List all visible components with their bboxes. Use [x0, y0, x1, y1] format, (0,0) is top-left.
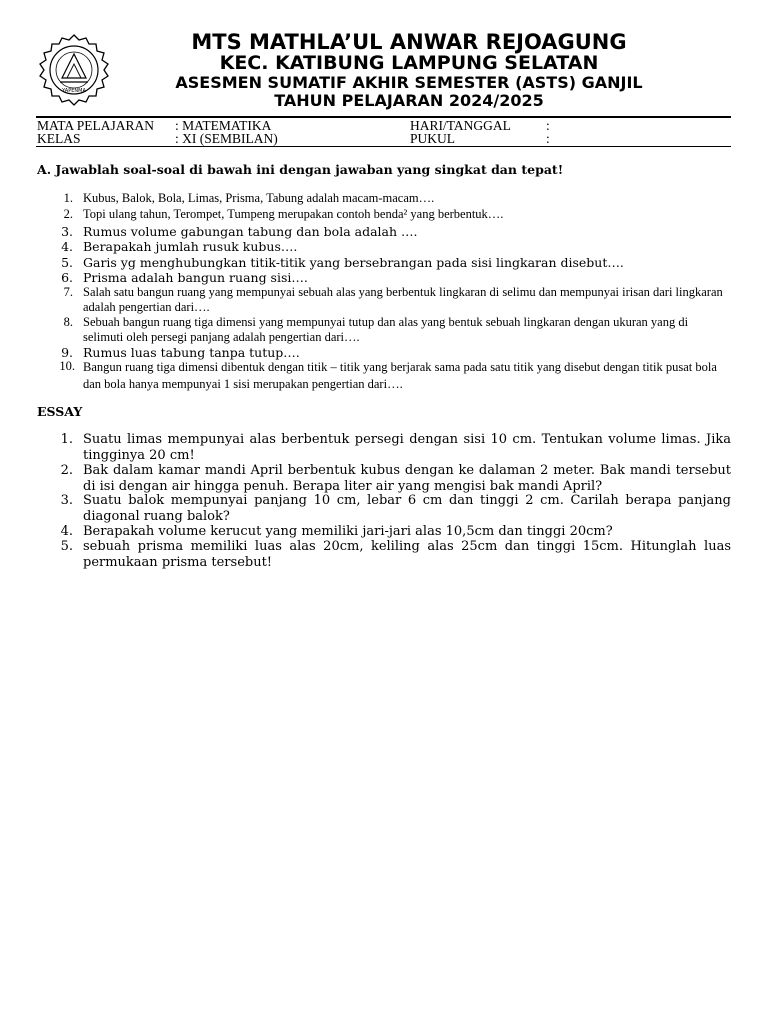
question-text: Sebuah bangun ruang tiga dimensi yang mempunyai tutup dan alas yang bentuk sebuah lingkaran dengan ukuran yang di selimuti oleh persegi panjang adalah pengertian dari….: [83, 315, 689, 344]
time-value: :: [546, 131, 550, 146]
subject-value: : MATEMATIKA: [175, 118, 272, 133]
header-divider-bottom: [36, 146, 731, 147]
question-number: 5.: [60, 539, 73, 554]
question-number: 10.: [59, 359, 75, 373]
question-text: Rumus volume gabungan tabung dan bola adalah ….: [83, 224, 418, 239]
question-number: 4.: [61, 239, 73, 254]
question-number: 5.: [61, 255, 73, 270]
question-number: 3.: [61, 224, 73, 239]
question-number: 7.: [63, 285, 73, 299]
question-number: 6.: [61, 270, 73, 285]
question-number: 9.: [61, 345, 73, 360]
info-row-2: [37, 131, 731, 147]
question-text: Bak dalam kamar mandi April berbentuk kubus dengan ke dalaman 2 meter. Bak mandi tersebut di isi dengan air hingga penuh. Berapa liter air yang mengisi bak mandi April?: [83, 463, 731, 494]
question-text: Berapakah volume kerucut yang memiliki jari-jari alas 10,5cm dan tinggi 20cm?: [83, 524, 613, 539]
question-number: 1.: [60, 432, 73, 447]
day-label: HARI/TANGGAL: [410, 118, 511, 133]
letterhead: [30, 28, 740, 114]
day-value: :: [546, 118, 550, 133]
question-text: Bangun ruang tiga dimensi dibentuk dengan titik – titik yang berjarak sama pada satu titik yang disebut dengan titik pusat bola dan bola hanya mempunyai 1 sisi merupakan pengertian dari….: [83, 360, 717, 391]
question-text: Suatu balok mempunyai panjang 10 cm, lebar 6 cm dan tinggi 2 cm. Carilah berapa panjang diagonal ruang balok?: [83, 493, 731, 524]
question-text: Topi ulang tahun, Terompet, Tumpeng merupakan contoh benda² yang berbentuk….: [83, 207, 504, 221]
question-text: sebuah prisma memiliki luas alas 20cm, keliling alas 25cm dan tinggi 15cm. Hitunglah luas permukaan prisma tersebut!: [83, 539, 731, 570]
question-number: 4.: [60, 524, 73, 539]
question-text: Suatu limas mempunyai alas berbentuk persegi dengan sisi 10 cm. Tentukan volume limas. Jika tingginya 20 cm!: [83, 432, 731, 463]
subject-label: MATA PELAJARAN: [37, 118, 155, 133]
svg-text:YAPENMA: YAPENMA: [62, 88, 86, 94]
essay-title: ESSAY: [37, 404, 83, 419]
question-text: Kubus, Balok, Bola, Limas, Prisma, Tabung adalah macam-macam….: [83, 191, 435, 205]
question-text: Berapakah jumlah rusuk kubus….: [83, 239, 298, 254]
question-text: Salah satu bangun ruang yang mempunyai sebuah alas yang berbentuk lingkaran di selimu dan mempunyai irisan dari lingkaran adalah pengertian dari….: [83, 285, 723, 314]
question-text: Garis yg menghubungkan titik-titik yang bersebrangan pada sisi lingkaran disebut….: [83, 255, 624, 270]
question-number: 8.: [63, 315, 73, 329]
section-a-title: A. Jawablah soal-soal di bawah ini dengan jawaban yang singkat dan tepat!: [37, 162, 564, 177]
class-value: : XI (SEMBILAN): [175, 131, 278, 146]
district-name: KEC. KATIBUNG LAMPUNG SELATAN: [219, 52, 599, 74]
question-number: 2.: [60, 463, 73, 478]
question-number: 1.: [63, 191, 73, 205]
question-number: 2.: [63, 207, 73, 221]
school-name: MTS MATHLA’UL ANWAR REJOAGUNG: [191, 30, 627, 54]
class-label: KELAS: [37, 131, 81, 146]
question-text: Rumus luas tabung tanpa tutup….: [83, 345, 300, 360]
exam-title: ASESMEN SUMATIF AKHIR SEMESTER (ASTS) GANJIL: [175, 73, 643, 92]
time-label: PUKUL: [410, 131, 456, 146]
academic-year: TAHUN PELAJARAN 2024/2025: [274, 91, 544, 110]
question-text: Prisma adalah bangun ruang sisi….: [83, 270, 308, 285]
question-number: 3.: [60, 493, 73, 508]
